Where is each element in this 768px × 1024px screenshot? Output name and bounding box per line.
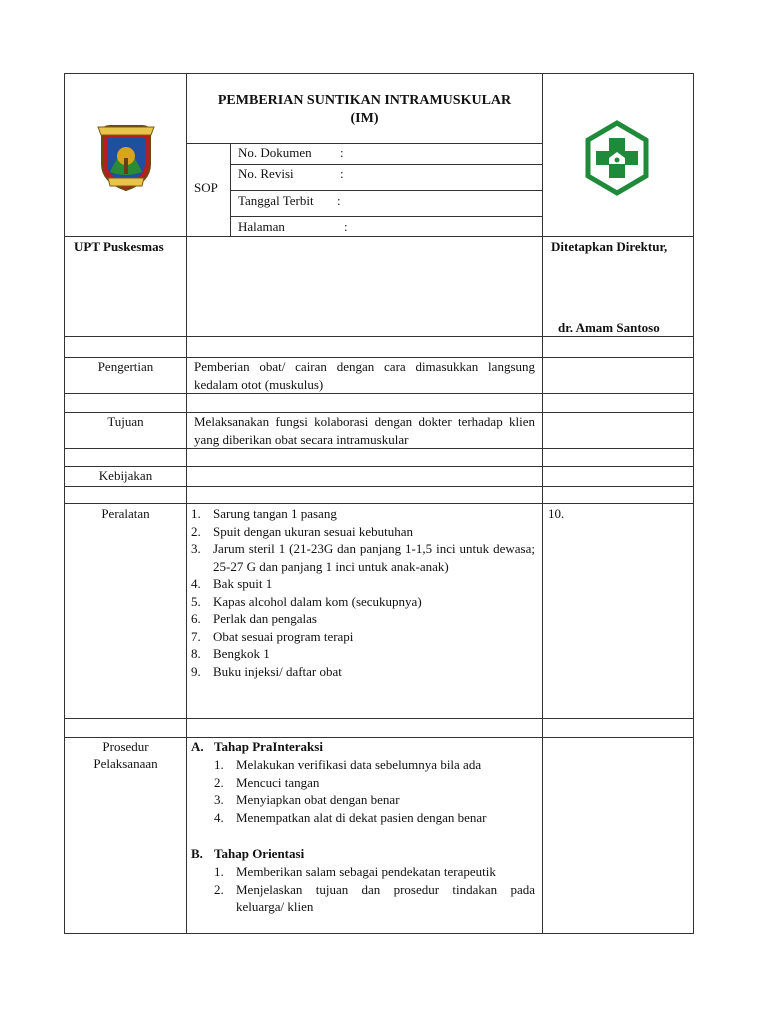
item-number: 5. xyxy=(191,593,201,609)
tujuan-label: Tujuan xyxy=(107,414,144,429)
prosedur-label-line1: Prosedur xyxy=(102,739,149,754)
item-number: 1. xyxy=(214,864,224,879)
list-item xyxy=(191,540,535,575)
list-item xyxy=(214,791,535,809)
spacer-cell xyxy=(542,718,694,738)
item-number: 2. xyxy=(214,881,224,897)
item-text: Menjelaskan tujuan dan prosedur tindakan pada keluarga/ klien xyxy=(236,881,535,914)
spacer-cell xyxy=(186,393,543,413)
item-text: Mencuci tangan xyxy=(236,774,320,790)
item-text: Jarum steril 1 (21-23G dan panjang 1-1,5 inci untuk dewasa; 25-27 G dan panjang 1 inci untuk anak-anak) xyxy=(213,541,535,574)
meta-label-no-dokumen: No. Dokumen xyxy=(238,145,312,160)
list-item xyxy=(191,593,535,611)
peralatan-list xyxy=(191,505,535,680)
sop-label: SOP xyxy=(194,180,218,195)
peralatan-label-cell xyxy=(64,503,187,719)
meta-label-halaman: Halaman xyxy=(238,219,285,234)
item-text: Obat sesuai program terapi xyxy=(213,628,354,644)
spacer-cell xyxy=(542,448,694,467)
meta-sep: : xyxy=(340,166,344,181)
item-text: Spuit dengan ukuran sesuai kebutuhan xyxy=(213,523,414,539)
stage-b-letter: B. xyxy=(191,846,203,861)
item-text: Menyiapkan obat dengan benar xyxy=(236,792,400,807)
spacer-cell xyxy=(542,336,694,358)
item-number: 7. xyxy=(191,628,201,644)
spacer-cell xyxy=(186,718,543,738)
item-number: 8. xyxy=(191,646,201,661)
peralatan-right-note: 10. xyxy=(548,506,565,521)
item-text: Bak spuit 1 xyxy=(213,576,273,591)
spacer-cell xyxy=(64,486,187,504)
kebijakan-label: Kebijakan xyxy=(98,468,153,483)
spacer-cell xyxy=(186,448,543,467)
list-item xyxy=(191,523,535,541)
prosedur-label-line2: Pelaksanaan xyxy=(93,756,158,771)
spacer-cell xyxy=(64,718,187,738)
prosedur-right-cell xyxy=(542,737,694,934)
list-item xyxy=(214,774,535,792)
list-item xyxy=(191,663,535,681)
tujuan-text: Melaksanakan fungsi kolaborasi dengan dokter terhadap klien yang diberikan obat secara intramuskular xyxy=(194,414,535,447)
pengertian-text: Pemberian obat/ cairan dengan cara dimasukkan langsung kedalam otot (muskulus) xyxy=(194,359,535,392)
info-middle-cell xyxy=(186,236,543,337)
spacer-cell xyxy=(186,336,543,358)
item-text: Perlak dan pengalas xyxy=(213,611,317,626)
kabupaten-madiun-seal-icon xyxy=(96,118,156,192)
pengertian-label: Pengertian xyxy=(97,359,154,374)
stage-a-list xyxy=(214,756,535,826)
list-item xyxy=(214,881,535,916)
puskesmas-logo-icon xyxy=(584,120,650,196)
meta-label-tanggal-terbit: Tanggal Terbit xyxy=(238,193,314,208)
list-item xyxy=(214,809,535,827)
item-number: 1. xyxy=(191,506,201,521)
item-text: Buku injeksi/ daftar obat xyxy=(213,663,342,679)
kebijakan-right-cell xyxy=(542,466,694,487)
list-item xyxy=(191,645,535,663)
unit-name: UPT Puskesmas xyxy=(74,239,164,254)
stage-b-title: Tahap Orientasi xyxy=(214,846,305,861)
pengertian-right-cell xyxy=(542,357,694,394)
tujuan-right-cell xyxy=(542,412,694,449)
item-text: Sarung tangan 1 pasang xyxy=(213,506,337,521)
meta-sep: : xyxy=(344,219,348,234)
meta-sep: : xyxy=(337,193,341,208)
item-text: Menempatkan alat di dekat pasien dengan benar xyxy=(236,809,487,825)
item-number: 6. xyxy=(191,611,201,626)
peralatan-right-cell xyxy=(542,503,694,719)
kebijakan-text-cell xyxy=(186,466,543,487)
spacer-cell xyxy=(186,486,543,504)
stage-a-letter: A. xyxy=(191,739,204,754)
stage-b-list xyxy=(214,863,535,916)
meta-sep: : xyxy=(340,145,344,160)
meta-label-no-revisi: No. Revisi xyxy=(238,166,294,181)
item-number: 3. xyxy=(191,541,201,556)
item-text: Bengkok 1 xyxy=(213,646,270,661)
item-text: Melakukan verifikasi data sebelumnya bila ada xyxy=(236,757,482,772)
list-item xyxy=(191,610,535,628)
list-item xyxy=(191,628,535,646)
item-text: Memberikan salam sebagai pendekatan terapeutik xyxy=(236,864,496,879)
spacer-cell xyxy=(542,393,694,413)
doc-title-line1: PEMBERIAN SUNTIKAN INTRAMUSKULAR xyxy=(217,93,512,108)
item-number: 3. xyxy=(214,792,224,807)
list-item xyxy=(214,756,535,774)
list-item xyxy=(191,505,535,523)
spacer-cell xyxy=(64,336,187,358)
spacer-cell xyxy=(64,393,187,413)
item-number: 2. xyxy=(191,523,201,539)
peralatan-label: Peralatan xyxy=(101,506,150,521)
spacer-cell xyxy=(542,486,694,504)
ditetapkan-label: Ditetapkan Direktur, xyxy=(551,239,668,254)
list-item xyxy=(191,575,535,593)
director-name: dr. Amam Santoso xyxy=(558,320,660,335)
item-number: 4. xyxy=(214,809,224,825)
item-number: 2. xyxy=(214,774,224,790)
list-item xyxy=(214,863,535,881)
item-number: 1. xyxy=(214,757,224,772)
item-text: Kapas alcohol dalam kom (secukupnya) xyxy=(213,593,422,609)
item-number: 4. xyxy=(191,576,201,591)
stage-a-title: Tahap PraInteraksi xyxy=(214,739,323,754)
spacer-cell xyxy=(64,448,187,467)
item-number: 9. xyxy=(191,663,201,679)
doc-title-line2: (IM) xyxy=(350,111,379,126)
